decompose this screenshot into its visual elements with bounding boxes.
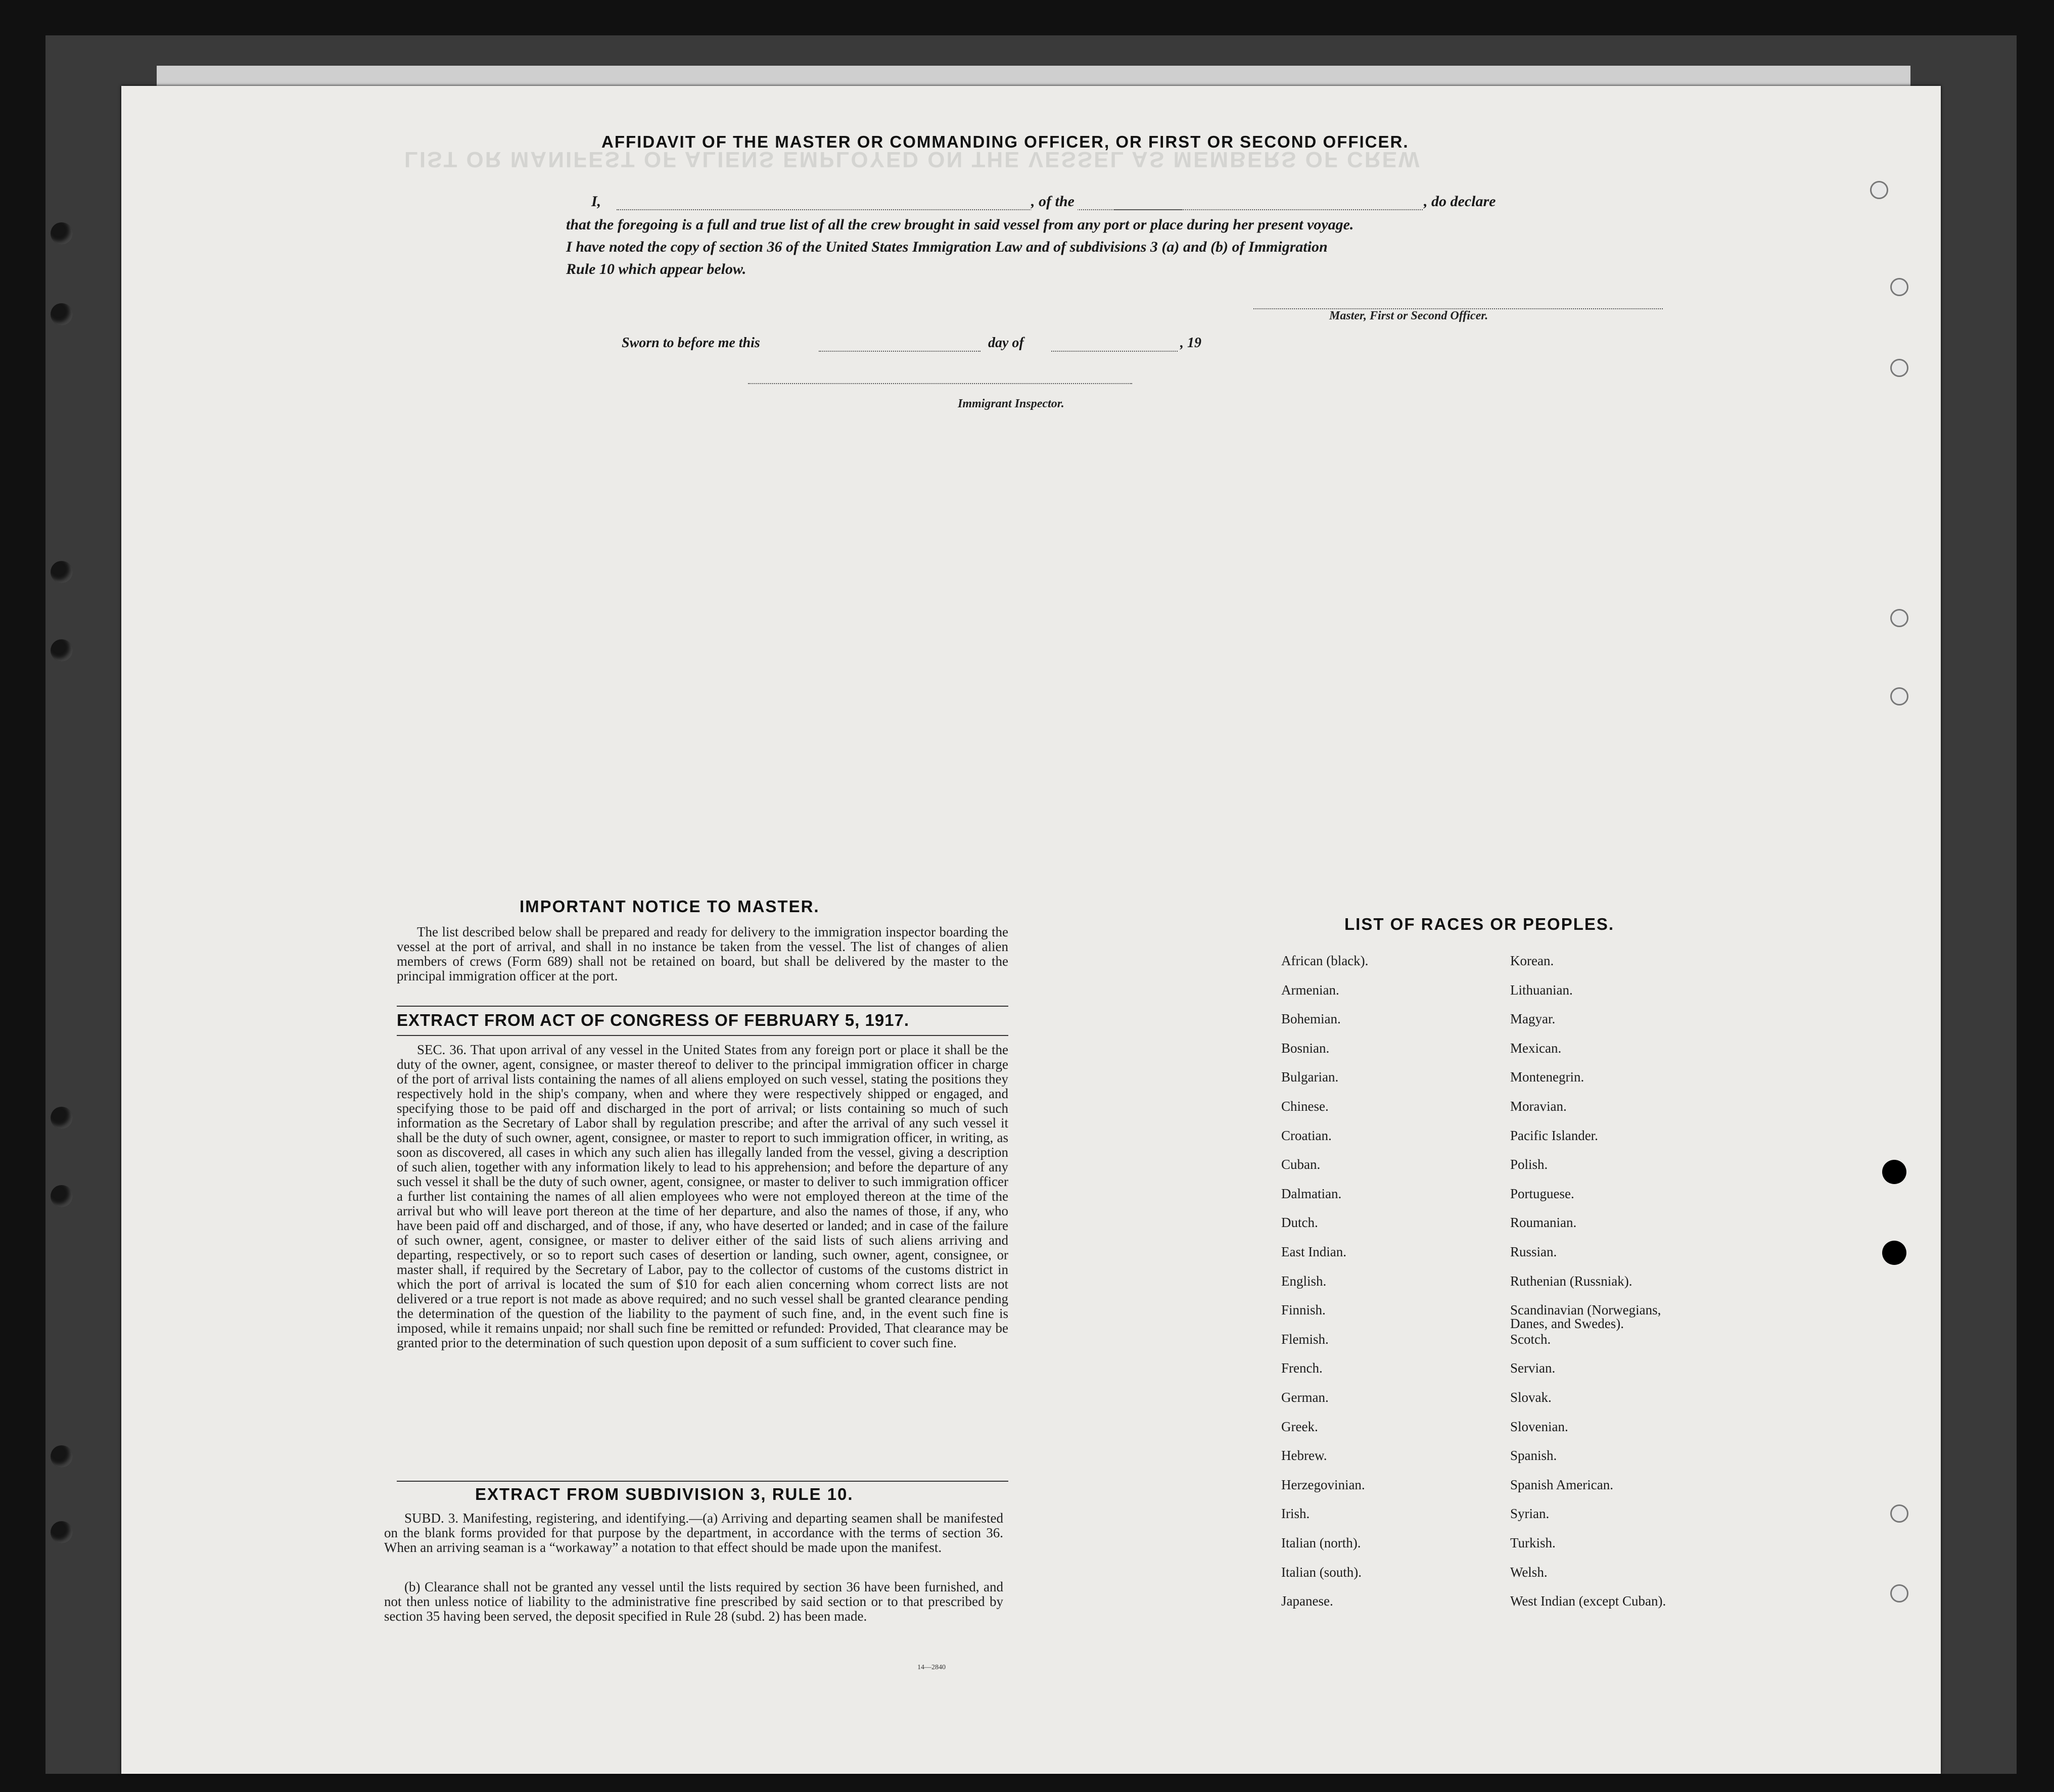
race-item: French. (1281, 1360, 1323, 1376)
race-item: Portuguese. (1510, 1186, 1574, 1201)
sworn-text: Sworn to before me this (622, 335, 760, 351)
race-item: Scotch. (1510, 1331, 1551, 1347)
race-item: English. (1281, 1273, 1327, 1289)
rule-title: EXTRACT FROM SUBDIVISION 3, RULE 10. (475, 1485, 854, 1503)
race-item: Pacific Islander. (1510, 1127, 1598, 1143)
race-item: Roumanian. (1510, 1215, 1577, 1231)
punch-hole (1890, 1504, 1908, 1523)
race-item: Ruthenian (Russniak). (1510, 1273, 1632, 1289)
race-item: West Indian (except Cuban). (1510, 1593, 1666, 1609)
affidavit-title: AFFIDAVIT OF THE MASTER OR COMMANDING OFFICER, OR FIRST OR SECOND OFFICER. (601, 132, 1409, 151)
punch-hole (1890, 687, 1908, 705)
affidavit-line-3: I have noted the copy of section 36 of the United States Immigration Law and of subdivisions 3 (a) and (b) of Immigration (566, 239, 1328, 255)
act-text: SEC. 36. That upon arrival of any vessel in the United States from any foreign port or place it shall be the duty of the owner, agent, consignee, or master thereof to deliver to the principal immigration officer in charge of the port of arrival lists containing the names of all aliens employed on such vessel, stating the positions they respectively hold in the ship's company, when and where they were respectively shipped or engaged, and specifying those to be paid off and discharged in the port of arrival; or lists containing so much of such information as the Secretary of Labor shall by regulation prescribe; and after the arrival of any such vessel it shall be the duty of such owner, agent, consignee, or master to report to such immigration officer, in writing, as soon as discovered, all cases in which any such alien has illegally landed from the vessel, giving a description of such alien, together with any information likely to lead to his apprehension; and before the departure of any such vessel it shall be the duty of such owner, agent, consignee, or master to deliver to such immigration officer a further list containing the names of all alien employees who were not employed thereon at the time of the arrival but who will leave port thereon at the time of her departure, and also the names of those, if any, who have been paid off and discharged, and of those, if any, who have deserted or landed; and in case of the failure of such owner, agent, consignee, or master to deliver either of the said lists of such aliens arriving and departing, respectively, or so to report such cases of desertion or landing, such owner, agent, consignee, or master shall, if required by the Secretary of Labor, pay to the collector of customs of the customs district in which the port of arrival is located the sum of $10 for each alien concerning whom correct lists are not delivered or a true report is not made as above required; and no such vessel shall be granted clearance pending the determination of the question of the liability to the payment of such fine, and, in the event such fine is imposed, while it remains unpaid; nor shall such fine be remitted or refunded: Provided, That clearance may be granted prior to the determination of such question upon deposit of a sum sufficient to cover such fine. (397, 1042, 1008, 1350)
master-label: Master, First or Second Officer. (1329, 309, 1488, 322)
race-item: Bulgarian. (1281, 1069, 1339, 1085)
race-item: Dalmatian. (1281, 1186, 1342, 1201)
affidavit-line-2: that the foregoing is a full and true list of all the crew brought in said vessel from any port or place during her present voyage. (566, 216, 1354, 233)
punch-hole (1890, 1584, 1908, 1602)
race-item: Italian (south). (1281, 1564, 1362, 1580)
binder-ring-4 (51, 639, 73, 662)
race-item: Japanese. (1281, 1593, 1333, 1609)
race-item: Scandinavian (Norwegians, Danes, and Swedes). (1510, 1302, 1661, 1332)
form-number: 14—2840 (917, 1664, 946, 1671)
affidavit-line-4: Rule 10 which appear below. (566, 261, 746, 277)
race-item: Mexican. (1510, 1040, 1562, 1056)
race-item: Spanish American. (1510, 1477, 1613, 1492)
race-item: Servian. (1510, 1360, 1556, 1376)
binder-ring-5 (51, 1107, 73, 1129)
name-field[interactable] (617, 209, 1183, 210)
race-item: Bohemian. (1281, 1011, 1341, 1027)
race-item: Moravian. (1510, 1099, 1567, 1114)
race-item: Irish. (1281, 1506, 1310, 1522)
punch-hole (1890, 359, 1908, 377)
black-dot (1882, 1160, 1906, 1184)
punch-hole (1890, 609, 1908, 627)
notice-title: IMPORTANT NOTICE TO MASTER. (520, 897, 820, 916)
bleedthrough-text: LIST OR MANIFEST OF ALIENS EMPLOYED ON THE VESSEL AS MEMBERS OF CREW (404, 147, 1421, 172)
year-text: , 19 (1180, 335, 1201, 351)
race-item: Italian (north). (1281, 1535, 1361, 1550)
race-item: Montenegrin. (1510, 1069, 1584, 1085)
race-item: Herzegovinian. (1281, 1477, 1365, 1492)
race-item: Slovenian. (1510, 1419, 1568, 1434)
black-dot (1882, 1241, 1906, 1265)
binder-ring-2 (51, 303, 73, 325)
affidavit-of-the: , of the (1031, 193, 1078, 210)
sworn-month-field[interactable] (1051, 351, 1178, 352)
day-of-text: day of (988, 335, 1024, 351)
race-item: Spanish. (1510, 1448, 1557, 1464)
race-item: Finnish. (1281, 1302, 1326, 1318)
punch-hole (1870, 181, 1888, 199)
binder-ring-1 (51, 222, 73, 245)
race-item: East Indian. (1281, 1244, 1346, 1259)
race-item: Syrian. (1510, 1506, 1550, 1522)
affidavit-i: I, (591, 193, 601, 210)
race-item: German. (1281, 1390, 1329, 1405)
race-item: Croatian. (1281, 1127, 1332, 1143)
inspector-label: Immigrant Inspector. (958, 397, 1064, 410)
affidavit-do-declare: , do declare (1424, 193, 1496, 210)
race-item: Flemish. (1281, 1331, 1329, 1347)
race-item: Lithuanian. (1510, 982, 1573, 998)
sworn-day-field[interactable] (819, 351, 981, 352)
divider (397, 1006, 1008, 1007)
race-item: Russian. (1510, 1244, 1557, 1259)
notice-text: The list described below shall be prepared and ready for delivery to the immigration inspector boarding the vessel at the port of arrival, and shall in no instance be taken from the vessel. The list of changes of alien members of crews (Form 689) shall not be retained on board, but shall be delivered by the master to the principal immigration officer at the port. (397, 924, 1008, 983)
race-item: Hebrew. (1281, 1448, 1327, 1464)
race-item: African (black). (1281, 953, 1369, 968)
vessel-field[interactable] (1114, 209, 1423, 210)
races-title: LIST OF RACES OR PEOPLES. (1344, 915, 1615, 933)
race-item: Armenian. (1281, 982, 1339, 998)
race-item: Chinese. (1281, 1099, 1329, 1114)
manifest-page (121, 86, 1941, 1774)
binder-ring-8 (51, 1521, 73, 1543)
rule-text-a: SUBD. 3. Manifesting, registering, and identifying.—(a) Arriving and departing seamen shall be manifested on the blank forms provided for that purpose by the department, in accordance with the terms of section 36. When an arriving seaman is a “workaway” a notation to that effect should be made upon the manifest. (384, 1511, 1003, 1555)
race-item: Polish. (1510, 1157, 1548, 1172)
race-item: Turkish. (1510, 1535, 1556, 1550)
race-item: Dutch. (1281, 1215, 1318, 1231)
race-item: Bosnian. (1281, 1040, 1330, 1056)
race-item: Greek. (1281, 1419, 1318, 1434)
race-item: Welsh. (1510, 1564, 1548, 1580)
rule-text-b: (b) Clearance shall not be granted any vessel until the lists required by section 36 have been furnished, and not then unless notice of liability to the administrative fine prescribed by said section or to that prescribed by section 35 having been served, the deposit specified in Rule 28 (subd. 2) has been made. (384, 1579, 1003, 1624)
race-item: Cuban. (1281, 1157, 1321, 1172)
binder-ring-7 (51, 1445, 73, 1468)
divider (397, 1035, 1008, 1036)
punch-hole (1890, 278, 1908, 296)
binder-ring-3 (51, 561, 73, 583)
divider (397, 1481, 1008, 1482)
act-title: EXTRACT FROM ACT OF CONGRESS OF FEBRUARY 5, 1917. (397, 1011, 910, 1029)
race-item: Magyar. (1510, 1011, 1556, 1027)
inspector-signature-field[interactable] (748, 383, 1132, 384)
binder-ring-6 (51, 1185, 73, 1207)
race-item: Slovak. (1510, 1390, 1552, 1405)
race-item: Korean. (1510, 953, 1554, 968)
